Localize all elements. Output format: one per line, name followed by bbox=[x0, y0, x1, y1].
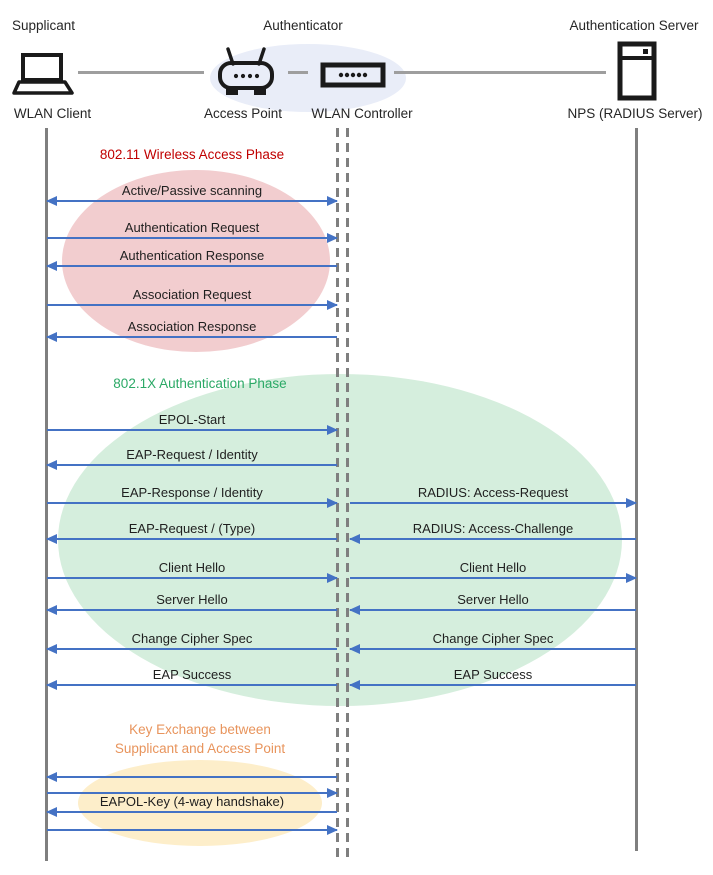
message-arrow bbox=[47, 794, 337, 813]
message-label: Server Hello bbox=[457, 592, 529, 607]
node-label-wlan-client: WLAN Client bbox=[13, 106, 92, 121]
message-label: Association Response bbox=[127, 319, 257, 334]
message-arrow bbox=[47, 183, 337, 202]
access-point-icon bbox=[216, 47, 276, 97]
message-label: Server Hello bbox=[156, 592, 228, 607]
message-label: EAP Success bbox=[152, 667, 232, 682]
connector-line bbox=[394, 71, 606, 74]
message-arrow bbox=[350, 560, 636, 579]
message-arrow bbox=[47, 829, 337, 831]
message-label: Authentication Request bbox=[124, 220, 260, 235]
phase3-title-line1: Key Exchange between bbox=[129, 722, 271, 737]
phase3-title-line2: Supplicant and Access Point bbox=[114, 741, 286, 756]
laptop-icon bbox=[12, 52, 74, 98]
role-label-authentication-server: Authentication Server bbox=[569, 18, 699, 33]
message-arrow bbox=[47, 319, 337, 338]
message-arrow bbox=[47, 631, 337, 650]
message-arrow bbox=[350, 592, 636, 611]
message-arrow bbox=[350, 521, 636, 540]
message-arrow bbox=[47, 220, 337, 239]
message-label: Change Cipher Spec bbox=[432, 631, 554, 646]
message-arrow bbox=[47, 667, 337, 686]
message-arrow bbox=[47, 412, 337, 431]
message-arrow bbox=[47, 287, 337, 306]
message-arrow bbox=[47, 447, 337, 466]
node-label-access-point: Access Point bbox=[203, 106, 283, 121]
node-label-nps-radius-server: NPS (RADIUS Server) bbox=[567, 106, 703, 121]
message-arrow bbox=[350, 667, 636, 686]
role-label-authenticator: Authenticator bbox=[263, 18, 343, 33]
message-arrow bbox=[47, 592, 337, 611]
message-arrow bbox=[47, 560, 337, 579]
message-label: Association Request bbox=[132, 287, 252, 302]
phase1-title: 802.11 Wireless Access Phase bbox=[99, 147, 285, 162]
message-arrow bbox=[350, 631, 636, 650]
message-label: Active/Passive scanning bbox=[121, 183, 263, 198]
phase2-title: 802.1X Authentication Phase bbox=[113, 376, 287, 391]
message-label: Client Hello bbox=[158, 560, 226, 575]
message-arrow bbox=[350, 485, 636, 504]
wlan-controller-icon bbox=[320, 62, 386, 88]
message-label: EAP-Response / Identity bbox=[121, 485, 263, 500]
message-label: Change Cipher Spec bbox=[131, 631, 253, 646]
message-label: EAP-Request / Identity bbox=[126, 447, 258, 462]
connector-line bbox=[288, 71, 308, 74]
message-label: EAPOL-Key (4-way handshake) bbox=[99, 794, 285, 809]
message-label: EAP-Request / (Type) bbox=[128, 521, 256, 536]
message-label: EAP Success bbox=[453, 667, 533, 682]
message-arrow bbox=[47, 776, 337, 778]
message-label: EPOL-Start bbox=[158, 412, 226, 427]
node-label-wlan-controller: WLAN Controller bbox=[311, 106, 413, 121]
connector-line bbox=[78, 71, 204, 74]
message-arrow bbox=[47, 248, 337, 267]
message-arrow bbox=[47, 521, 337, 540]
message-label: Authentication Response bbox=[119, 248, 265, 263]
server-icon bbox=[617, 41, 657, 101]
message-label: RADIUS: Access-Challenge bbox=[412, 521, 574, 536]
message-label: RADIUS: Access-Request bbox=[417, 485, 569, 500]
message-arrow bbox=[47, 485, 337, 504]
message-label: Client Hello bbox=[459, 560, 527, 575]
role-label-supplicant: Supplicant bbox=[12, 18, 76, 33]
